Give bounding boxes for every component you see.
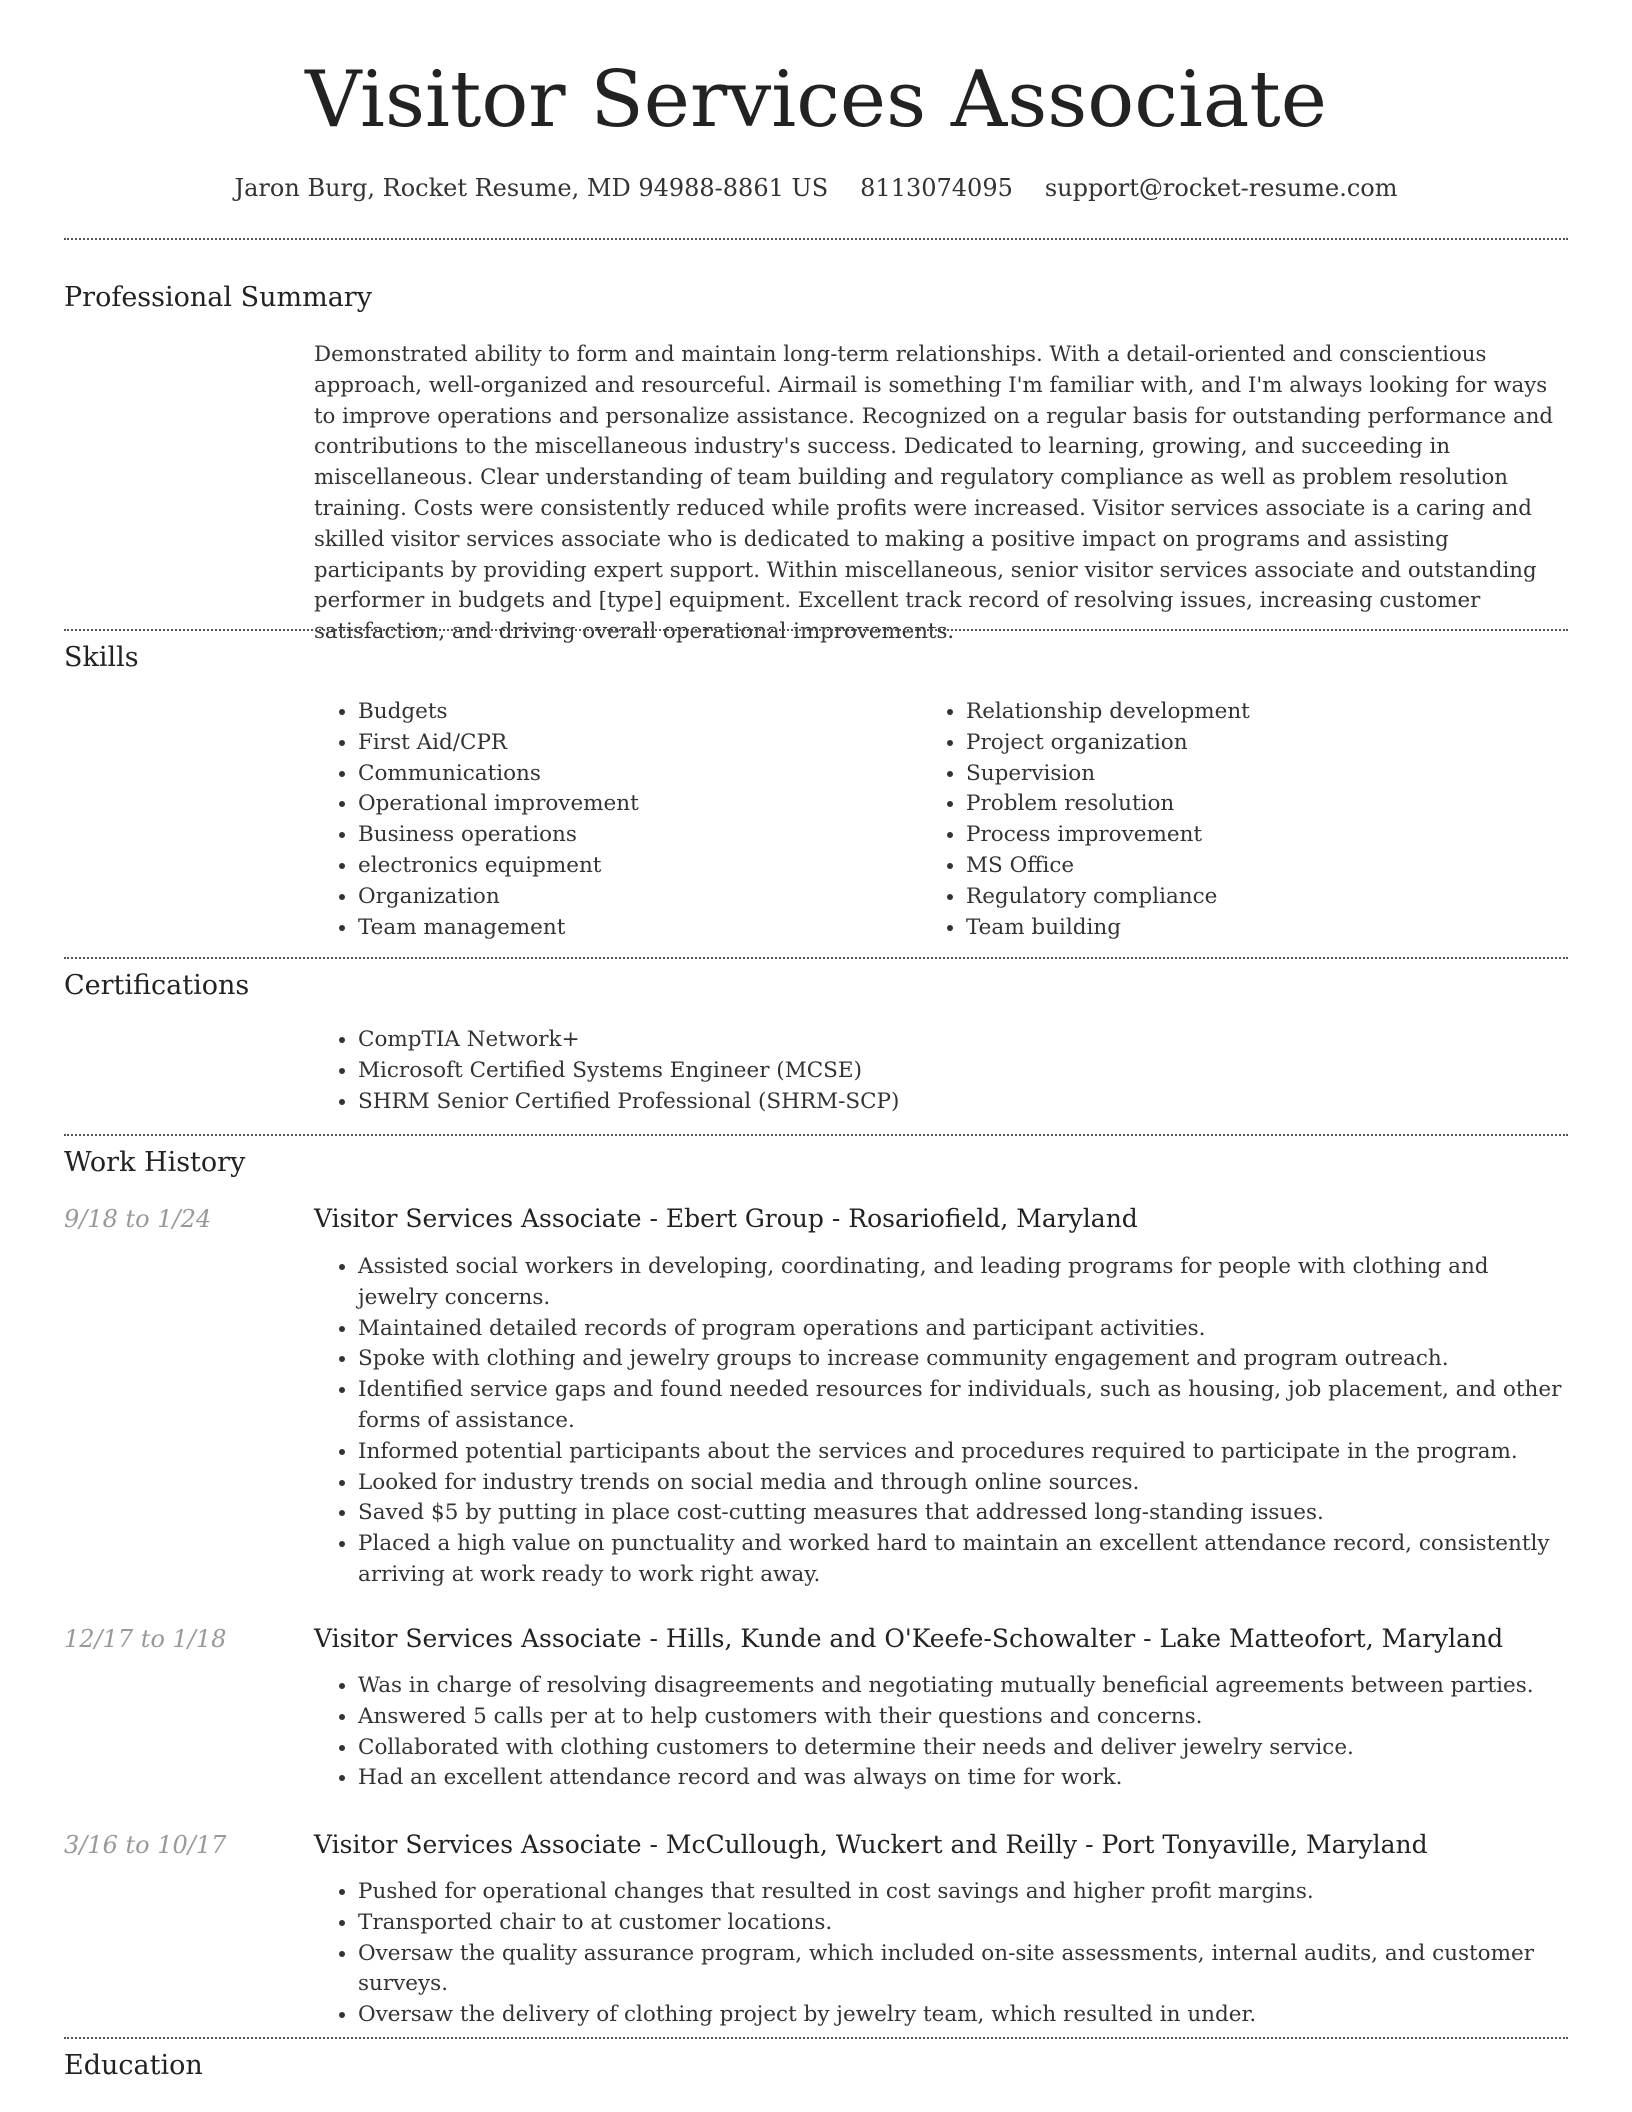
skill-item: • Supervision bbox=[966, 759, 1526, 790]
job-bullet: • Placed a high value on punctuality and worked hard to maintain an excellent attendance record, consistently arriving at work ready to work right away. bbox=[358, 1529, 1568, 1591]
job-dates: 9/18 to 1/24 bbox=[64, 1205, 212, 1233]
certifications-list bbox=[314, 1025, 1558, 1117]
skill-item: • Relationship development bbox=[966, 697, 1526, 728]
section-divider bbox=[64, 238, 1568, 240]
job-bullet: • Assisted social workers in developing, coordinating, and leading programs for people with clothing and jewelry concerns. bbox=[358, 1252, 1568, 1314]
job-bullet: • Pushed for operational changes that resulted in cost savings and higher profit margins. bbox=[358, 1877, 1588, 1908]
skills-heading: Skills bbox=[64, 642, 139, 673]
education-heading: Education bbox=[64, 2050, 203, 2081]
certification-item: • CompTIA Network+ bbox=[358, 1025, 1558, 1056]
job-bullet: • Answered 5 calls per at to help customers with their questions and concerns. bbox=[358, 1702, 1568, 1733]
job-bullet: • Transported chair to at customer locations. bbox=[358, 1908, 1588, 1939]
skill-item: • Regulatory compliance bbox=[966, 882, 1526, 913]
skills-list-right bbox=[922, 697, 1526, 943]
skill-item: • Project organization bbox=[966, 728, 1526, 759]
job-bullets bbox=[314, 1252, 1568, 1591]
job-dates: 3/16 to 10/17 bbox=[64, 1831, 227, 1859]
skill-item: • Operational improvement bbox=[358, 789, 918, 820]
job-bullet: • Was in charge of resolving disagreements and negotiating mutually beneficial agreements between parties. bbox=[358, 1671, 1568, 1702]
job-bullet: • Spoke with clothing and jewelry groups to increase community engagement and program outreach. bbox=[358, 1344, 1568, 1375]
job-bullet: • Looked for industry trends on social media and through online sources. bbox=[358, 1468, 1568, 1499]
skill-item: • Organization bbox=[358, 882, 918, 913]
job-bullet: • Identified service gaps and found needed resources for individuals, such as housing, job placement, and other forms of assistance. bbox=[358, 1375, 1568, 1437]
job-bullet: • Saved $5 by putting in place cost-cutting measures that addressed long-standing issues. bbox=[358, 1498, 1568, 1529]
summary-text: Demonstrated ability to form and maintain long-term relationships. With a detail-oriented and conscientious approach, well-organized and resourceful. Airmail is something I'm familiar with, and I'm always looking for ways to improve operations and personalize assistance. Recognized on a regular basis for outstanding performance and contributions to the miscellaneous industry's success. Dedicated to learning, growing, and succeeding in miscellaneous. Clear understanding of team building and regulatory compliance as well as problem resolution training. Costs were consistently reduced while profits were increased. Visitor services associate is a caring and skilled visitor services associate who is dedicated to making a positive impact on programs and assisting participants by providing expert support. Within miscellaneous, senior visitor services associate and outstanding performer in budgets and [type] equipment. Excellent track record of resolving issues, increasing customer satisfaction, and driving overall operational improvements. bbox=[314, 342, 1554, 645]
job-bullet: • Maintained detailed records of program operations and participant activities. bbox=[358, 1314, 1568, 1345]
skill-item: • Budgets bbox=[358, 697, 918, 728]
work-history-heading: Work History bbox=[64, 1147, 246, 1178]
job-title: Visitor Services Associate - Hills, Kunde and O'Keefe-Schowalter - Lake Matteofort, Maryland bbox=[314, 1624, 1504, 1653]
job-title: Visitor Services Associate - Ebert Group - Rosariofield, Maryland bbox=[314, 1204, 1138, 1233]
skill-item: • MS Office bbox=[966, 851, 1526, 882]
job-title: Visitor Services Associate - McCullough, Wuckert and Reilly - Port Tonyaville, Maryland bbox=[314, 1830, 1428, 1859]
skill-item: • First Aid/CPR bbox=[358, 728, 918, 759]
section-divider bbox=[64, 1134, 1568, 1136]
skills-list-left bbox=[314, 697, 918, 943]
contact-address: Jaron Burg, Rocket Resume, MD 94988-8861 US bbox=[234, 174, 829, 202]
section-divider bbox=[64, 2037, 1568, 2039]
contact-line bbox=[0, 170, 1632, 206]
contact-phone: 8113074095 bbox=[860, 174, 1013, 202]
skill-item: • Communications bbox=[358, 759, 918, 790]
contact-email: support@rocket-resume.com bbox=[1044, 174, 1398, 202]
section-divider bbox=[64, 629, 1568, 631]
job-bullet: • Informed potential participants about the services and procedures required to participate in the program. bbox=[358, 1437, 1568, 1468]
section-divider bbox=[64, 957, 1568, 959]
certification-item: • Microsoft Certified Systems Engineer (MCSE) bbox=[358, 1056, 1558, 1087]
skill-item: • Team building bbox=[966, 913, 1526, 944]
certification-item: • SHRM Senior Certified Professional (SHRM-SCP) bbox=[358, 1087, 1558, 1118]
skill-item: • Process improvement bbox=[966, 820, 1526, 851]
job-bullet: • Oversaw the delivery of clothing project by jewelry team, which resulted in under. bbox=[358, 2000, 1588, 2031]
skill-item: • Business operations bbox=[358, 820, 918, 851]
certifications-heading: Certifications bbox=[64, 970, 250, 1001]
summary-heading: Professional Summary bbox=[64, 282, 372, 313]
job-bullets bbox=[314, 1671, 1568, 1794]
job-bullet: • Collaborated with clothing customers to determine their needs and deliver jewelry service. bbox=[358, 1733, 1568, 1764]
job-bullet: • Had an excellent attendance record and was always on time for work. bbox=[358, 1763, 1568, 1794]
skill-item: • electronics equipment bbox=[358, 851, 918, 882]
resume-title: Visitor Services Associate bbox=[305, 55, 1327, 145]
skill-item: • Problem resolution bbox=[966, 789, 1526, 820]
job-bullets bbox=[314, 1877, 1588, 2031]
skill-item: • Team management bbox=[358, 913, 918, 944]
job-dates: 12/17 to 1/18 bbox=[64, 1625, 227, 1653]
job-bullet: • Oversaw the quality assurance program, which included on-site assessments, internal audits, and customer surveys. bbox=[358, 1939, 1588, 2001]
